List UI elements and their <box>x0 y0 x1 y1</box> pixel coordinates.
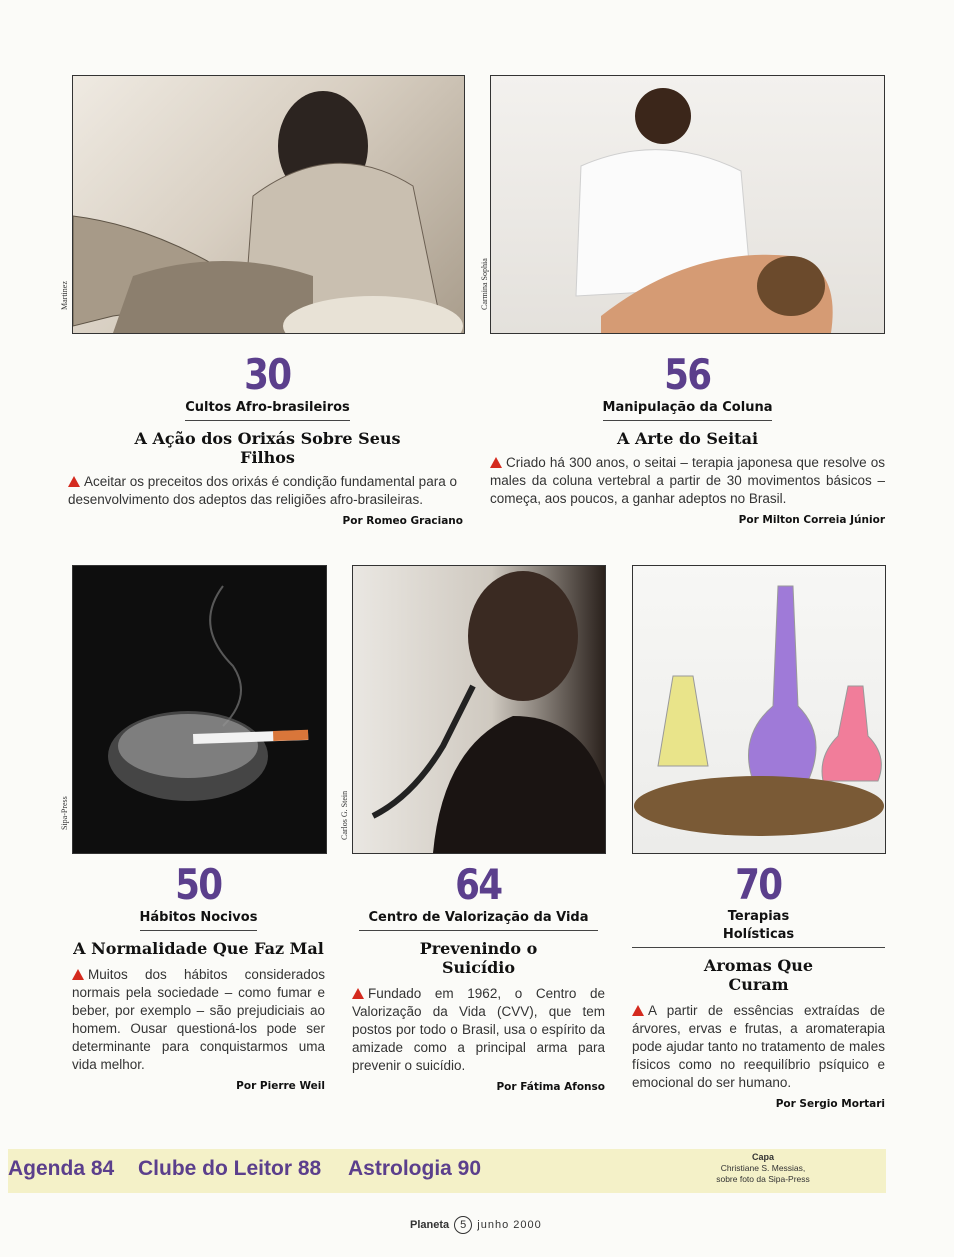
photo-telephone <box>352 565 606 854</box>
photo-ashtray <box>72 565 327 854</box>
sections-band <box>8 1149 886 1193</box>
article-headline: A Ação dos Orixás Sobre Seus Filhos <box>134 429 401 467</box>
cover-title: Capa <box>751 1152 774 1162</box>
article-category: Cultos Afro-brasileiros <box>185 399 350 421</box>
section-link-astrologia[interactable]: Astrologia 90 <box>348 1157 482 1180</box>
photo-orixas <box>72 75 465 334</box>
photo-credit: Martinez <box>60 281 69 310</box>
ashtray-illustration <box>73 566 326 853</box>
photo-credit: Sipa-Press <box>60 796 69 830</box>
article-headline: Aromas Que Curam <box>703 956 814 994</box>
article-30 <box>68 350 463 527</box>
photo-credit: Carmina Sophia <box>480 258 489 310</box>
article-headline: A Normalidade Que Faz Mal <box>73 939 324 958</box>
article-byline: Por Sergio Mortari <box>775 1098 885 1110</box>
article-70 <box>632 862 885 1110</box>
section-link-agenda[interactable]: Agenda 84 <box>8 1157 115 1180</box>
article-byline: Por Milton Correia Júnior <box>738 514 885 526</box>
article-category: Centro de Valorização da Vida <box>359 909 599 931</box>
article-headline: Prevenindo o Suicídio <box>419 939 538 977</box>
photo-credit: Carlos G. Stein <box>340 790 349 840</box>
article-category: Terapias Holísticas <box>632 908 885 948</box>
page-number: 70 <box>735 860 782 909</box>
article-summary: Criado há 300 anos, o seitai – terapia japonesa que resolve os males da coluna vertebral a partir de 30 movimentos básicos – começa, aos poucos, a ganhar adeptos no Brasil. <box>490 455 885 506</box>
article-headline: A Arte do Seitai <box>616 429 759 448</box>
photo-aromas <box>632 565 886 854</box>
article-64 <box>352 862 605 1093</box>
cover-line1: Christiane S. Messias, <box>720 1163 806 1173</box>
page-number: 64 <box>455 860 502 909</box>
article-summary: Fundado em 1962, o Centro de Valorização da Vida (CVV), que tem postos por todo o Brasil, usa o espírito da amizade como a principal arma para prevenir o suicídio. <box>352 986 605 1073</box>
aroma-flasks-illustration <box>633 566 885 853</box>
seitai-illustration <box>491 76 884 333</box>
telephone-illustration <box>353 566 605 853</box>
page-number: 56 <box>664 350 711 399</box>
article-summary: A partir de essências extraídas de árvores, ervas e frutas, a aromaterapia pode ajudar tanto no tratamento de males físicos como no reequilíbrio psíquico e emocional do ser humano. <box>632 1003 885 1090</box>
article-summary: Aceitar os preceitos dos orixás é condição fundamental para o desenvolvimento dos adeptos das religiões afro-brasileiras. <box>68 474 457 507</box>
triangle-bullet-icon <box>68 476 80 487</box>
page-number: 50 <box>175 860 222 909</box>
page-footer <box>410 1216 542 1234</box>
cover-line2: sobre foto da Sipa-Press <box>716 1174 810 1184</box>
article-50 <box>72 862 325 1092</box>
triangle-bullet-icon <box>72 969 84 980</box>
article-byline: Por Fátima Afonso <box>496 1081 605 1093</box>
triangle-bullet-icon <box>352 988 364 999</box>
cover-credit <box>698 1152 828 1185</box>
page-number: 30 <box>244 350 291 399</box>
photo-seitai <box>490 75 885 334</box>
triangle-bullet-icon <box>632 1005 644 1016</box>
folio-number: 5 <box>454 1216 472 1234</box>
section-link-clube-do-leitor[interactable]: Clube do Leitor 88 <box>138 1157 322 1180</box>
orixas-illustration <box>73 76 464 333</box>
article-56 <box>490 352 885 526</box>
article-summary: Muitos dos hábitos considerados normais pela sociedade – como fumar e beber, por exemplo – são prejudiciais ao homem. Ousar questioná-los pode ser determinante para conquistarmos uma vida melhor. <box>72 967 325 1072</box>
article-category: Hábitos Nocivos <box>140 909 258 931</box>
article-byline: Por Pierre Weil <box>236 1080 325 1092</box>
issue-date: junho 2000 <box>477 1219 542 1231</box>
magazine-name: Planeta <box>410 1219 450 1231</box>
article-byline: Por Romeo Graciano <box>342 515 463 527</box>
article-category: Manipulação da Coluna <box>603 399 773 421</box>
triangle-bullet-icon <box>490 457 502 468</box>
